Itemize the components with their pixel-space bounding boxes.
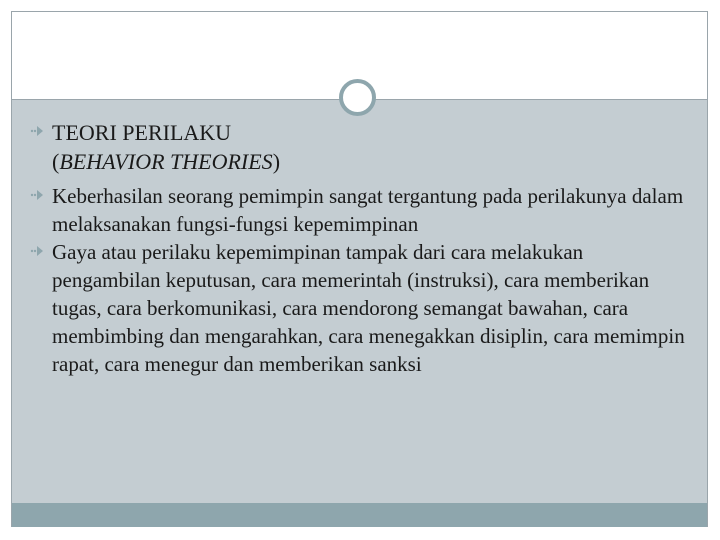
bullet-text: Gaya atau perilaku kepemimpinan tampak dari cara melakukan pengambilan keputusan, cara memerintah (instruksi), cara memberikan tugas, cara berkomunikasi, cara mendorong semangat bawahan, cara membimbing dan mengarahkan, cara menegakkan disiplin, cara memimpin rapat, cara menegur dan memberikan sanksi — [52, 240, 685, 376]
dotted-arrow-bullet-icon — [30, 244, 44, 258]
bullet-item-gaya — [30, 238, 695, 378]
behavior-theories-italic: BEHAVIOR THEORIES — [59, 149, 273, 174]
bullet-list — [30, 118, 695, 378]
dotted-arrow-bullet-icon — [30, 124, 44, 138]
dotted-arrow-bullet-icon — [30, 188, 44, 202]
circle-ornament-icon — [339, 79, 376, 116]
bullet-item-title — [30, 118, 695, 176]
bullet-text: Keberhasilan seorang pemimpin sangat tergantung pada perilakunya dalam melaksanakan fungsi-fungsi kepemimpinan — [52, 184, 684, 236]
bullet-item-keberhasilan — [30, 182, 695, 238]
bullet-title-line1: TEORI PERILAKU — [52, 120, 232, 145]
footer-bar — [12, 503, 707, 527]
bullet-title-line2: (BEHAVIOR THEORIES) — [52, 149, 281, 174]
